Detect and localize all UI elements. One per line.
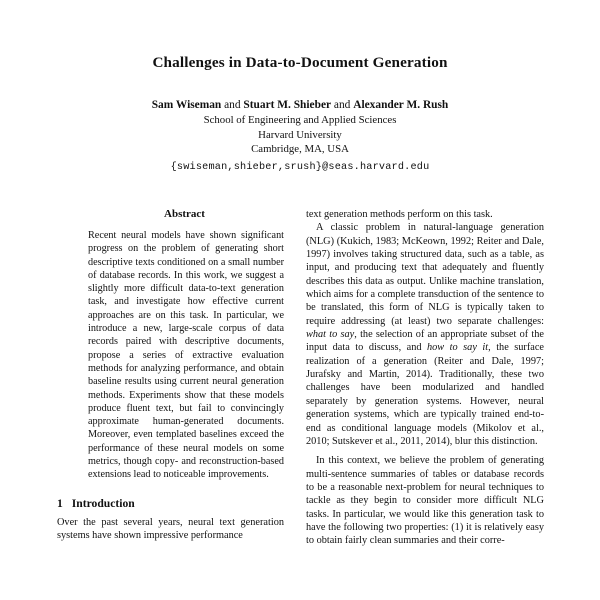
author-block: [0, 98, 600, 176]
abstract-text: Recent neural models have shown significant progress on the problem of generating short descriptive texts conditioned on a small number of database records. In this work, we suggest a slightly more difficult data-to-text generation task, and investigate how effective current approaches are on this task. In particular, we introduce a new, large-scale corpus of data records paired with descriptive documents, propose a series of extractive evaluation methods for analyzing performance, and obtain baseline results using current neural generation methods. Experiments show that these models produce fluent text, but fail to convincingly approximate human-generated documents. Moreover, even templated baselines exceed the performance of these neural models on some metrics, though copy- and reconstruction-based extensions lead to noticeable improvements.: [88, 230, 284, 481]
abstract-body: [88, 229, 284, 482]
title-block: [0, 54, 600, 72]
inline-italic-how-to-say-it: how to say it: [427, 342, 489, 354]
section-number: 1: [57, 496, 63, 510]
introduction-paragraph-2: [306, 221, 544, 448]
paragraph-2-segment-3: , the surface realization of a generation (Reiter and Dale, 1997; Jurafsky and Martin, 2014). Traditionally, these two challenges have been modularized and handled separately by generation systems. However, neural generation systems, which are typically trained end-to-end as conditional language models (Mikolov et al., 2010; Sutskever et al., 2011, 2014), blur this distinction.: [306, 342, 544, 447]
page-title: Challenges in Data-to-Document Generation: [152, 54, 448, 71]
affiliation-line-2: Harvard University: [258, 128, 342, 141]
paragraph-2-segment-2: , the selection of an appropriate subset of the input data to discuss, and: [306, 329, 544, 354]
section-title: Introduction: [71, 496, 135, 510]
section-heading-introduction: [57, 497, 284, 510]
left-column: [57, 208, 284, 542]
inline-italic-what-to-say: what to say: [306, 329, 355, 341]
abstract-heading: Abstract: [164, 208, 205, 220]
introduction-paragraph-left: Over the past several years, neural text generation systems have shown impressive performance: [57, 516, 284, 541]
author-list: [0, 98, 600, 113]
paragraph-2-segment-1: A classic problem in natural-language generation (NLG) (Kukich, 1983; McKeown, 1992; Reiter and Dale, 1997) involves taking structured data, such as a table, as input, and producing text that adequately and fluently describes this data as output. Unlike machine translation, which aims for a complete transduction of the sentence to be translated, this form of NLG is typically taken to require addressing (at least) two separate challenges:: [306, 222, 544, 327]
author-name-1: Sam Wiseman: [151, 99, 222, 111]
author-separator-2: and: [333, 99, 351, 111]
introduction-continuation: text generation methods perform on this task.: [306, 209, 493, 220]
author-name-2: Stuart M. Shieber: [243, 99, 332, 111]
author-name-3: Alexander M. Rush: [353, 99, 449, 111]
affiliation-line-1: School of Engineering and Applied Sciences: [203, 114, 397, 127]
affiliation-line-3: Cambridge, MA, USA: [251, 143, 349, 156]
right-column: [306, 208, 544, 548]
author-email: {swiseman,shieber,srush}@seas.harvard.edu: [170, 161, 430, 173]
author-separator-1: and: [224, 99, 241, 111]
introduction-paragraph-3: In this context, we believe the problem of generating multi-sentence summaries of tables or database records to be a reasonable next-problem for neural techniques to tackle as they begin to consider more difficult NLG tasks. In particular, we would like this generation task to have the following two properties: (1) it is relatively easy to obtain fairly clean summaries and their corre-: [306, 455, 544, 547]
